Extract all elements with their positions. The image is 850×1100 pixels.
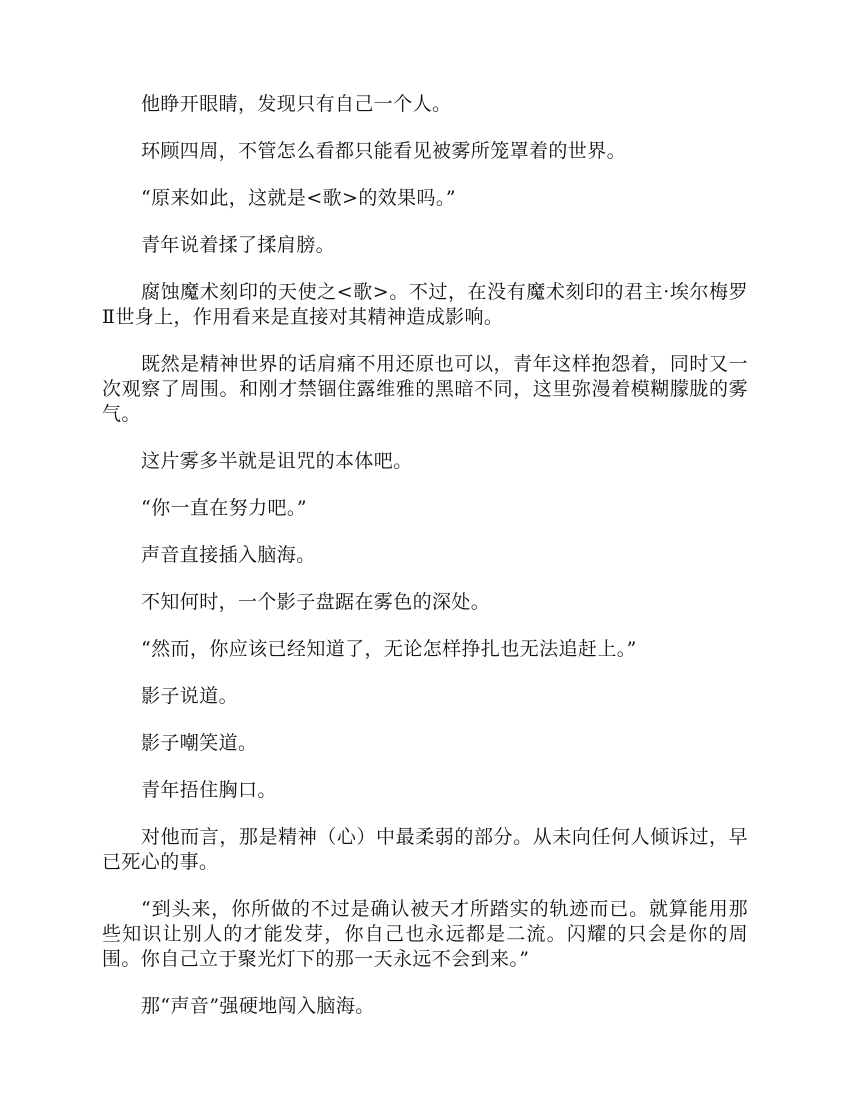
paragraph-10: 不知何时，一个影子盘踞在雾色的深处。: [141, 591, 491, 613]
paragraph-1: 他睁开眼睛，发现只有自己一个人。: [141, 93, 452, 115]
paragraph-7: 这片雾多半就是诅咒的本体吧。: [141, 450, 413, 472]
paragraph-2: 环顾四周，不管怎么看都只能看见被雾所笼罩着的世界。: [141, 140, 627, 162]
paragraph-12: 影子说道。: [141, 685, 239, 707]
paragraph-13: 影子嘲笑道。: [141, 732, 258, 754]
paragraph-8: “你一直在努力吧。”: [141, 497, 307, 519]
paragraph-11: “然而，你应该已经知道了，无论怎样挣扎也无法追赶上。”: [141, 638, 637, 660]
paragraph-4: 青年说着揉了揉肩膀。: [141, 234, 336, 256]
paragraph-6: 既然是精神世界的话肩痛不用还原也可以，青年这样抱怨着，同时又一次观察了周围。和刚才禁锢住露维雅的黑暗不同，这里弥漫着模糊朦胧的雾气。: [102, 353, 748, 425]
paragraph-15: 对他而言，那是精神（心）中最柔弱的部分。从未向任何人倾诉过，早已死心的事。: [102, 826, 748, 873]
paragraph-5: 腐蚀魔术刻印的天使之<歌>。不过，在没有魔术刻印的君主·埃尔梅罗Ⅱ世身上，作用看来是直接对其精神造成影响。: [102, 281, 748, 328]
paragraph-14: 青年捂住胸口。: [141, 779, 277, 801]
paragraph-3: “原来如此，这就是<歌>的效果吗。”: [141, 187, 456, 209]
paragraph-9: 声音直接插入脑海。: [141, 544, 316, 566]
paragraph-16: “到头来，你所做的不过是确认被天才所踏实的轨迹而已。就算能用那些知识让别人的才能发芽，你自己也永远都是二流。闪耀的只会是你的周围。你自己立于聚光灯下的那一天永远不会到来。”: [102, 898, 748, 970]
paragraph-17: 那“声音”强硬地闯入脑海。: [141, 995, 375, 1017]
